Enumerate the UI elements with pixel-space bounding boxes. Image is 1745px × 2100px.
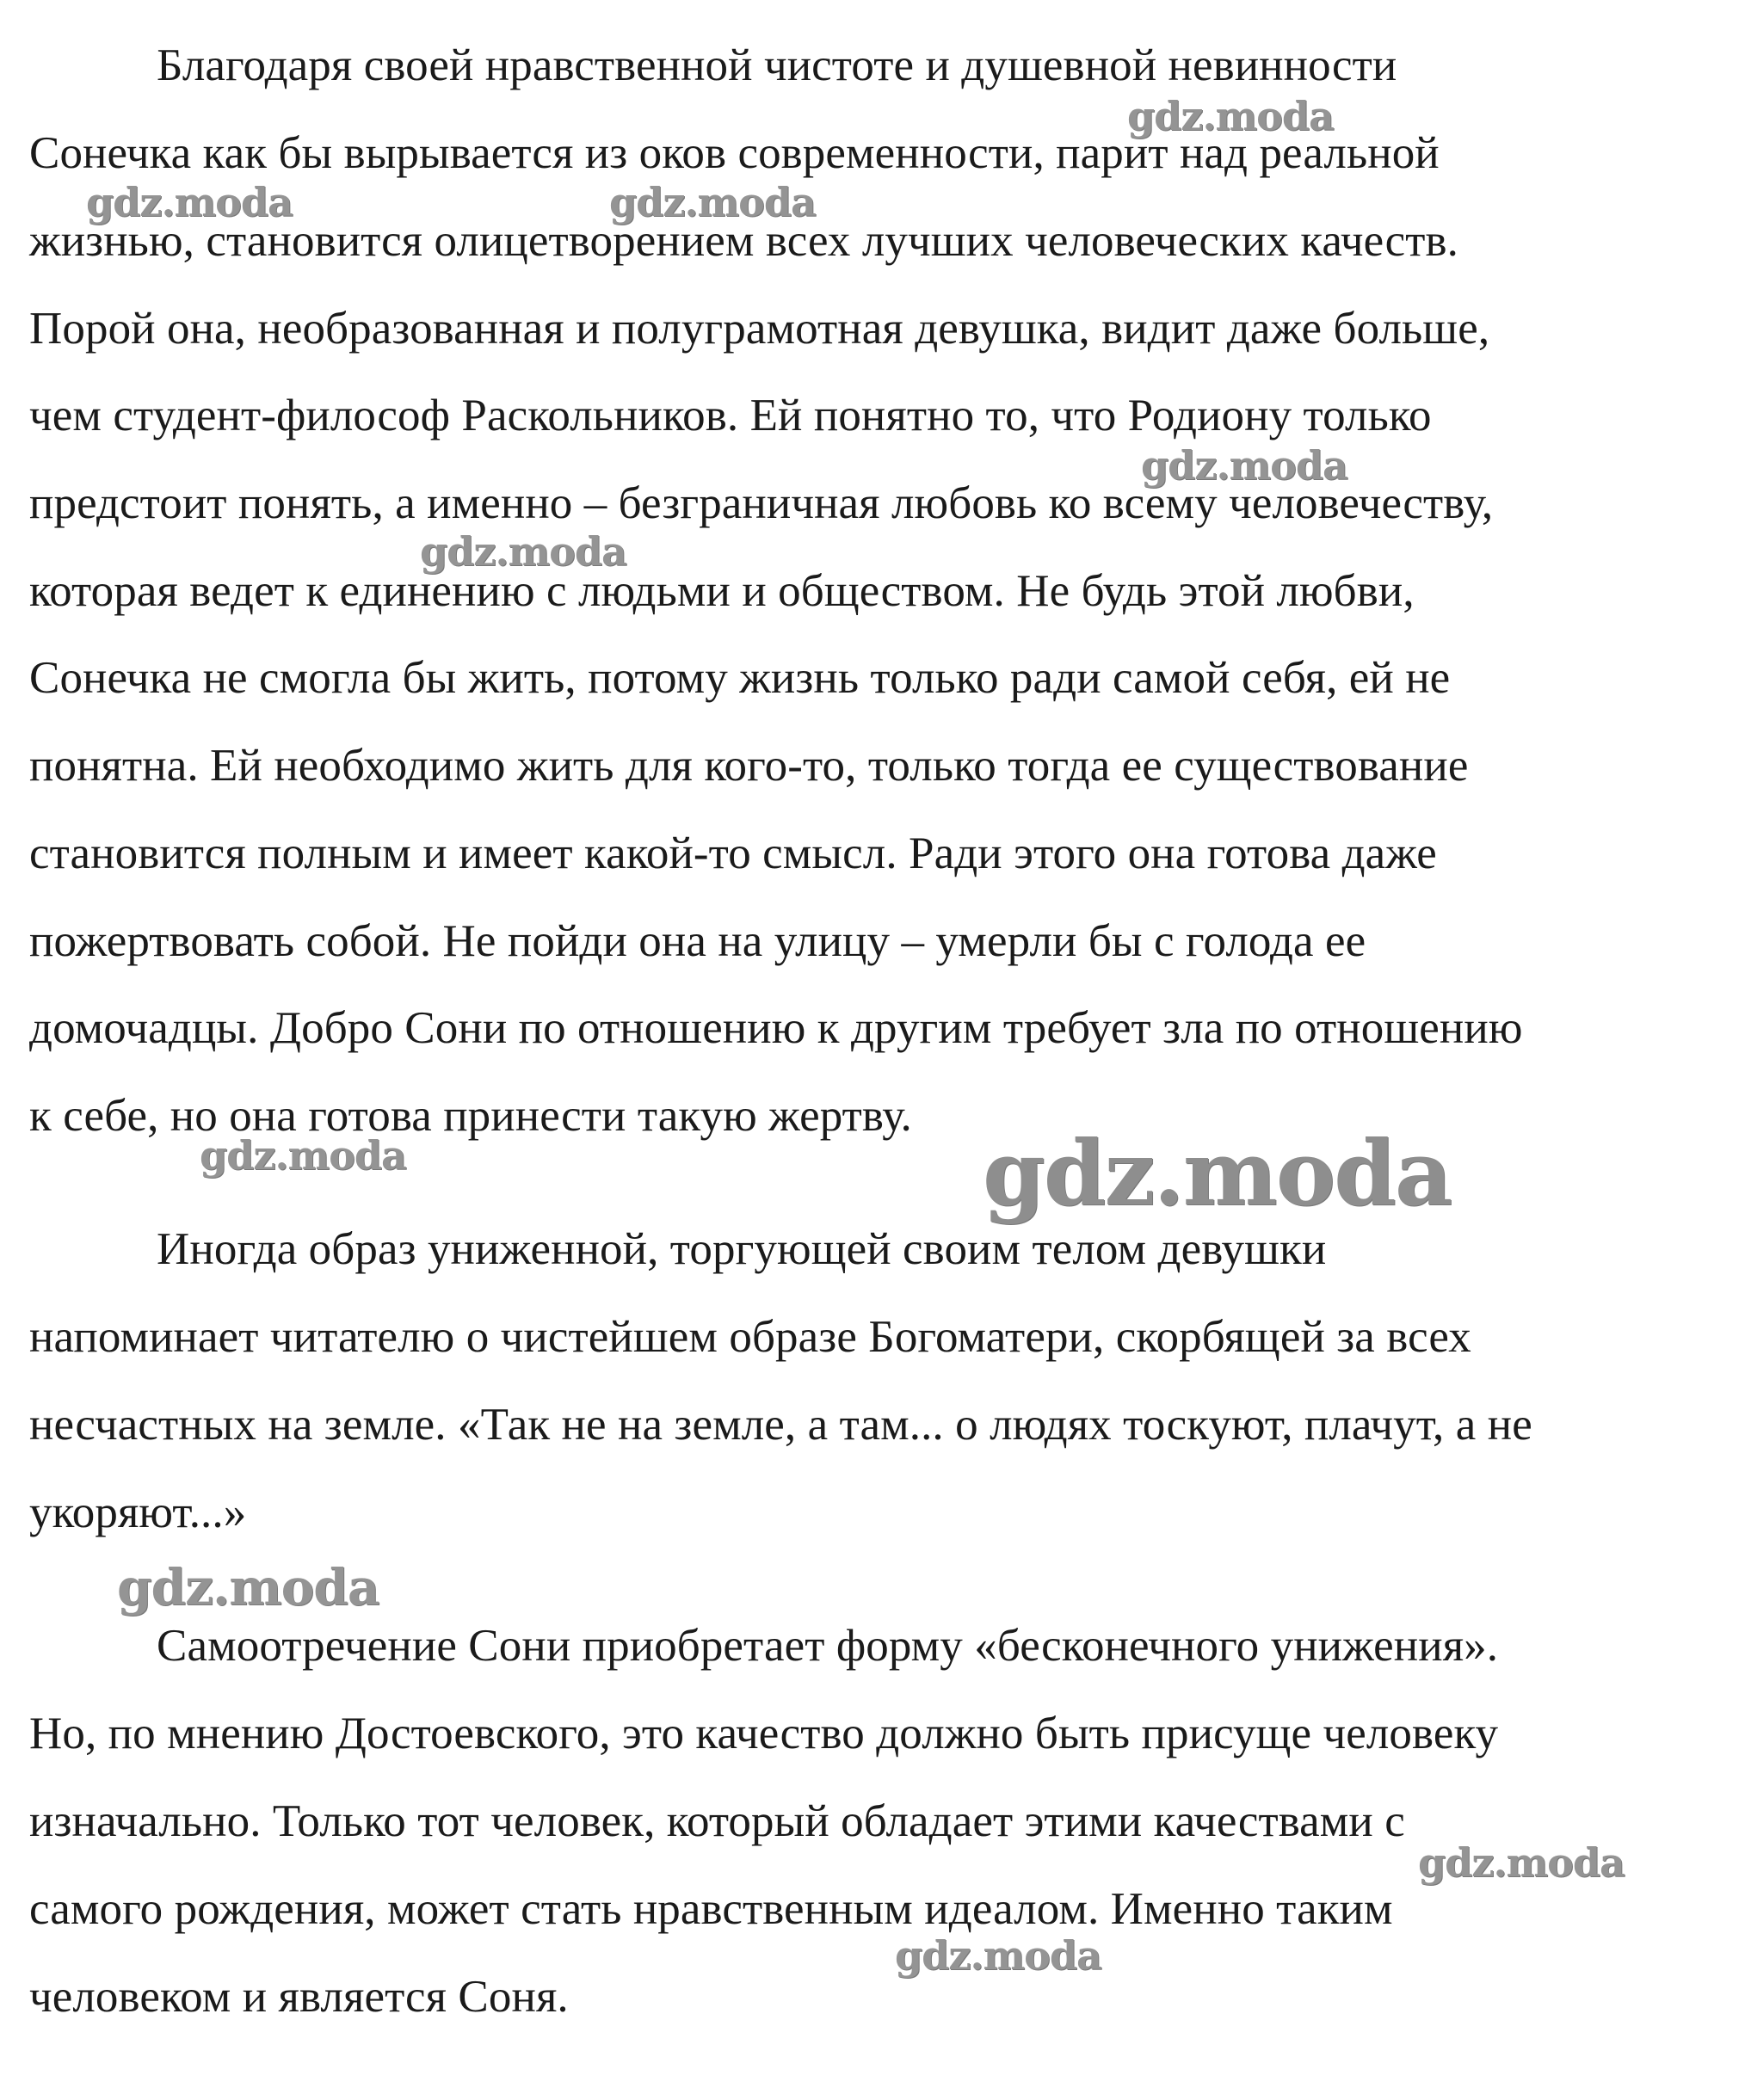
text-line: Сонечка не смогла бы жить, потому жизнь только ради самой себя, ей не: [29, 653, 1451, 703]
text-line: чем студент-философ Раскольников. Ей понятно то, что Родиону только: [29, 391, 1432, 440]
text-line: Порой она, необразованная и полуграмотная девушка, видит даже больше,: [29, 304, 1490, 354]
watermark: gdz.moda: [895, 1932, 1101, 1979]
watermark: gdz.moda: [1141, 442, 1347, 489]
watermark: gdz.moda: [200, 1132, 406, 1179]
watermark: gdz.moda: [609, 179, 816, 225]
text-line: укоряют...»: [29, 1487, 247, 1537]
text-line: изначально. Только тот человек, который обладает этими качествами с: [29, 1796, 1405, 1846]
watermark: gdz.moda: [1127, 93, 1334, 139]
text-line: домочадцы. Добро Сони по отношению к другим требует зла по отношению: [29, 1003, 1523, 1053]
text-line: жизнью, становится олицетворением всех лучших человеческих качеств.: [29, 216, 1458, 266]
watermark: gdz.moda: [1418, 1839, 1625, 1886]
text-line: человеком и является Соня.: [29, 1972, 569, 2022]
text-line: несчастных на земле. «Так не на земле, а там... о людях тоскуют, плачут, а не: [29, 1400, 1532, 1450]
text-line: к себе, но она готова принести такую жертву.: [29, 1091, 912, 1141]
watermark: gdz.moda: [983, 1120, 1452, 1226]
text-line: самого рождения, может стать нравственным идеалом. Именно таким: [29, 1884, 1393, 1934]
text-line: понятна. Ей необходимо жить для кого-то, только тогда ее существование: [29, 741, 1469, 791]
text-line: Сонечка как бы вырывается из оков современности, парит над реальной: [29, 128, 1440, 178]
text-line: Самоотречение Сони приобретает форму «бесконечного унижения».: [157, 1621, 1499, 1671]
text-line: напоминает читателю о чистейшем образе Богоматери, скорбящей за всех: [29, 1312, 1471, 1362]
text-line: которая ведет к единению с людьми и обществом. Не будь этой любви,: [29, 566, 1415, 616]
watermark: gdz.moda: [420, 528, 626, 575]
text-line: пожертвовать собой. Не пойди она на улицу – умерли бы с голода ее: [29, 916, 1366, 966]
watermark: gdz.moda: [86, 179, 293, 225]
text-line: Но, по мнению Достоевского, это качество должно быть присуще человеку: [29, 1709, 1499, 1758]
text-line: Благодаря своей нравственной чистоте и душевной невинности: [157, 40, 1397, 90]
watermark: gdz.moda: [117, 1558, 379, 1617]
text-line: предстоит понять, а именно – безграничная любовь ко всему человечеству,: [29, 478, 1494, 528]
text-line: Иногда образ униженной, торгующей своим телом девушки: [157, 1224, 1327, 1274]
text-line: становится полным и имеет какой-то смысл. Ради этого она готова даже: [29, 828, 1437, 878]
